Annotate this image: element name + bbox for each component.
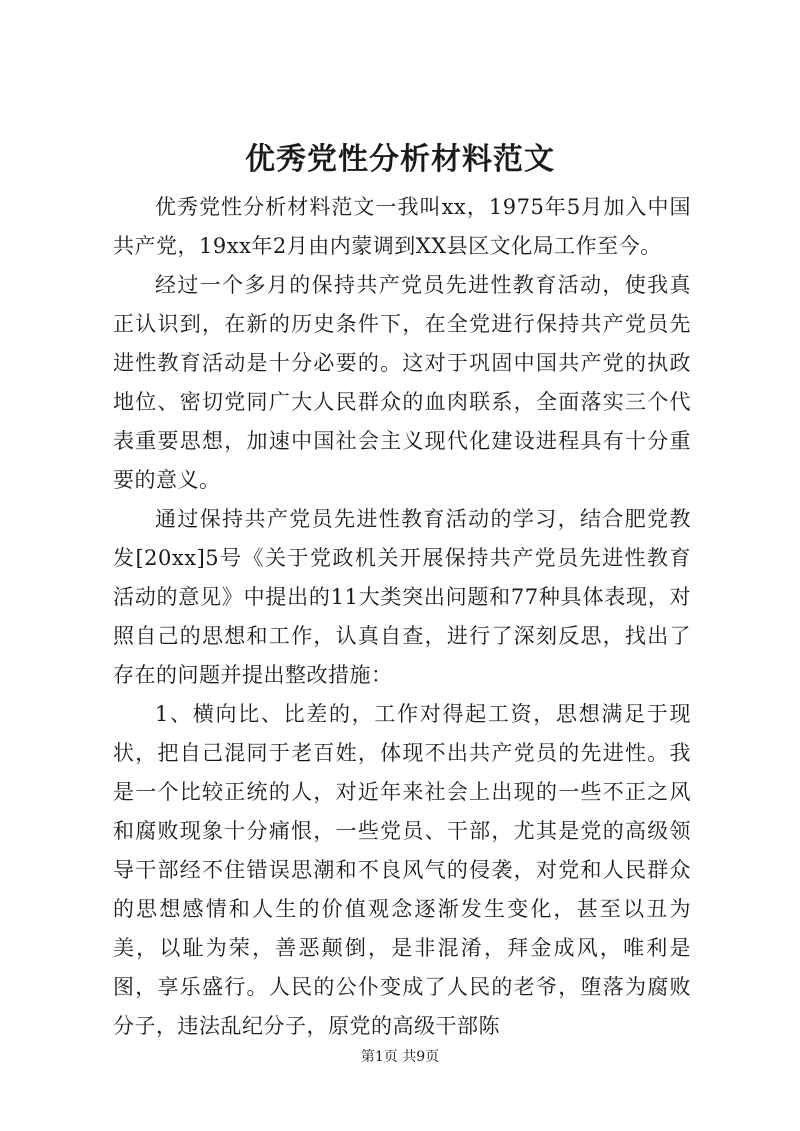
page-footer: 第1页 共9页 [360, 1049, 440, 1065]
page-title: 优秀党性分析材料范文 [245, 142, 555, 177]
paragraph: 经过一个多月的保持共产党员先进性教育活动，使我真正认识到，在新的历史条件下，在全党进行保持共产党员先进性教育活动是十分必要的。这对于巩固中国共产党的执政地位、密切党同广大人民群众的血肉联系，全面落实三个代表重要思想，加速中国社会主义现代化建设进程具有十分重要的意义。 [113, 273, 691, 492]
document-body [113, 188, 691, 1046]
paragraph: 通过保持共产党员先进性教育活动的学习，结合肥党教发[20xx]5号《关于党政机关开展保持共产党员先进性教育活动的意见》中提出的11大类突出问题和77种具体表现，对照自己的思想和工作，认真自查，进行了深刻反思，找出了存在的问题并提出整改措施： [113, 507, 691, 687]
paragraph: 1、横向比、比差的，工作对得起工资，思想满足于现状，把自己混同于老百姓，体现不出共产党员的先进性。我是一个比较正统的人，对近年来社会上出现的一些不正之风和腐败现象十分痛恨，一些党员、干部，尤其是党的高级领导干部经不住错误思潮和不良风气的侵袭，对党和人民群众的思想感情和人生的价值观念逐渐发生变化，甚至以丑为美，以耻为荣，善恶颠倒，是非混淆，拜金成风，唯利是图，享乐盛行。人民的公仆变成了人民的老爷，堕落为腐败分子，违法乱纪分子，原党的高级干部陈 [113, 702, 691, 1038]
paragraph: 优秀党性分析材料范文一我叫xx，1975年5月加入中国共产党，19xx年2月由内蒙调到XX县区文化局工作至今。 [113, 195, 691, 258]
